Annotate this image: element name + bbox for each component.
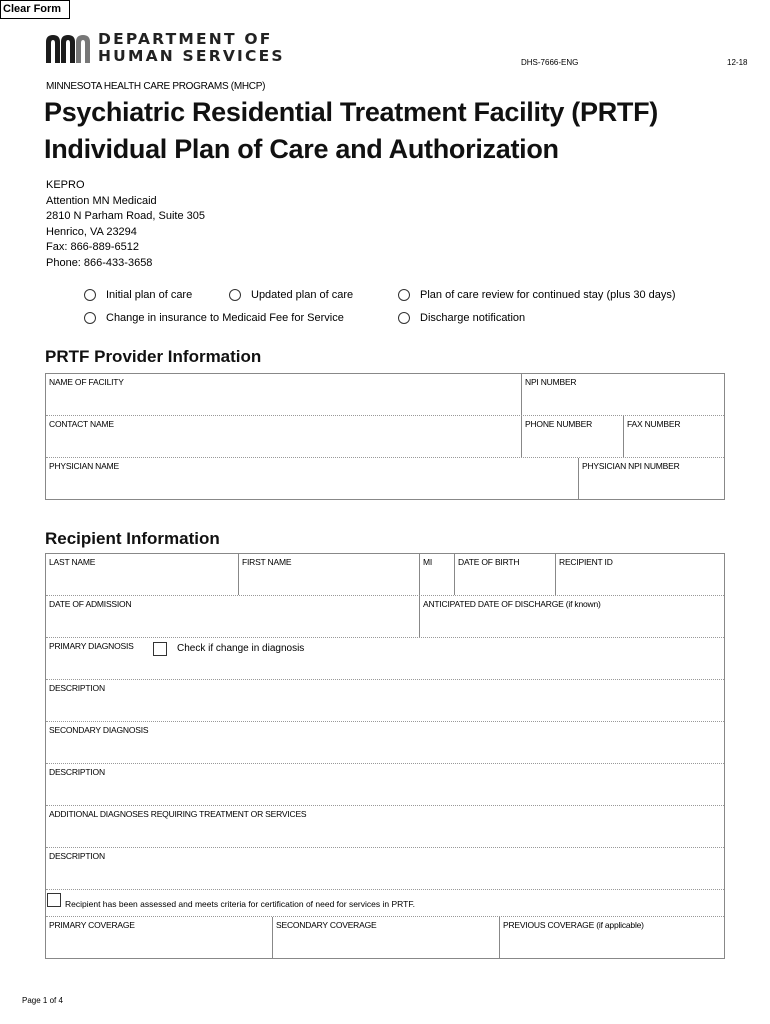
certification-checkbox[interactable] (47, 893, 61, 907)
admission-date-field[interactable]: DATE OF ADMISSION (49, 599, 132, 609)
form-number: DHS-7666-ENG (521, 58, 579, 67)
npi-number-field[interactable]: NPI NUMBER (521, 374, 724, 415)
change-diagnosis-label: Check if change in diagnosis (177, 643, 305, 654)
provider-section-heading: PRTF Provider Information (45, 347, 262, 366)
radio-circle-icon[interactable] (398, 289, 410, 301)
fax-number-field[interactable]: FAX NUMBER (623, 416, 724, 457)
previous-coverage-note: (if applicable) (596, 920, 644, 930)
department-logo-text (98, 31, 285, 65)
logo-line-2: HUMAN SERVICES (98, 47, 285, 65)
radio-insurance-change[interactable] (84, 312, 344, 324)
address-line: KEPRO (46, 179, 85, 191)
radio-label: Updated plan of care (251, 289, 354, 301)
discharge-date-label: ANTICIPATED DATE OF DISCHARGE (423, 599, 564, 609)
discharge-date-note: (if known) (565, 599, 601, 609)
radio-circle-icon[interactable] (229, 289, 241, 301)
provider-row (46, 374, 724, 415)
radio-circle-icon[interactable] (84, 312, 96, 324)
address-line: Phone: 866-433-3658 (46, 256, 153, 269)
radio-circle-icon[interactable] (398, 312, 410, 324)
radio-updated-plan[interactable] (229, 289, 353, 301)
clear-form-button[interactable]: Clear Form (0, 0, 70, 19)
primary-diagnosis-field[interactable] (46, 638, 724, 679)
physician-npi-field[interactable]: PHYSICIAN NPI NUMBER (578, 458, 724, 499)
recipient-row (46, 916, 724, 958)
radio-continued-stay[interactable] (398, 289, 676, 301)
program-name: MINNESOTA HEALTH CARE PROGRAMS (MHCP) (46, 81, 266, 92)
recipient-row (46, 679, 724, 721)
recipient-row (46, 554, 724, 595)
phone-number-field[interactable]: PHONE NUMBER (521, 416, 623, 457)
logo-line-1: DEPARTMENT OF (98, 30, 273, 48)
radio-label: Change in insurance to Medicaid Fee for Service (106, 312, 344, 324)
mn-logo-icon (44, 33, 92, 63)
provider-info-table (45, 373, 725, 500)
page-number: Page 1 of 4 (22, 996, 63, 1005)
radio-circle-icon[interactable] (84, 289, 96, 301)
certification-label: Recipient has been assessed and meets criteria for certification of need for services in PRTF. (65, 899, 415, 909)
previous-coverage-label: PREVIOUS COVERAGE (503, 920, 595, 930)
radio-label: Plan of care review for continued stay (plus 30 days) (420, 289, 676, 301)
mi-field[interactable]: MI (419, 554, 454, 595)
primary-diagnosis-label: PRIMARY DIAGNOSIS (49, 641, 134, 651)
provider-row (46, 415, 724, 457)
facility-name-field[interactable]: NAME OF FACILITY (49, 377, 124, 387)
radio-initial-plan[interactable] (84, 289, 192, 301)
secondary-coverage-field[interactable]: SECONDARY COVERAGE (272, 917, 499, 958)
page-title-line-1: Psychiatric Residential Treatment Facility (PRTF) (44, 97, 658, 127)
recipient-id-field[interactable]: RECIPIENT ID (555, 554, 724, 595)
recipient-row (46, 763, 724, 805)
form-date: 12-18 (727, 58, 748, 67)
radio-discharge[interactable] (398, 312, 525, 324)
discharge-date-field[interactable] (419, 596, 724, 637)
recipient-row (46, 805, 724, 847)
secondary-diagnosis-field[interactable]: SECONDARY DIAGNOSIS (49, 725, 149, 735)
secondary-description-field[interactable]: DESCRIPTION (49, 767, 105, 777)
last-name-field[interactable]: LAST NAME (49, 557, 96, 567)
address-line: 2810 N Parham Road, Suite 305 (46, 210, 205, 223)
primary-coverage-field[interactable]: PRIMARY COVERAGE (49, 920, 135, 930)
date-of-birth-field[interactable]: DATE OF BIRTH (454, 554, 555, 595)
additional-diagnoses-field[interactable]: ADDITIONAL DIAGNOSES REQUIRING TREATMENT OR SERVICES (49, 809, 307, 819)
contact-name-field[interactable]: CONTACT NAME (49, 419, 114, 429)
recipient-section-heading: Recipient Information (45, 529, 220, 548)
radio-label: Discharge notification (420, 312, 526, 324)
additional-description-field[interactable]: DESCRIPTION (49, 851, 105, 861)
recipient-row (46, 847, 724, 889)
mailing-address (46, 178, 205, 272)
recipient-row (46, 721, 724, 763)
change-diagnosis-checkbox[interactable] (153, 642, 167, 656)
page-title-line-2: Individual Plan of Care and Authorization (44, 134, 559, 164)
recipient-row (46, 595, 724, 637)
recipient-row (46, 637, 724, 679)
address-line: Fax: 866-889-6512 (46, 241, 139, 254)
recipient-info-table (45, 553, 725, 959)
address-line: Attention MN Medicaid (46, 194, 157, 207)
certification-row (46, 889, 724, 916)
radio-label: Initial plan of care (106, 289, 193, 301)
address-line: Henrico, VA 23294 (46, 225, 137, 238)
first-name-field[interactable]: FIRST NAME (238, 554, 419, 595)
previous-coverage-field[interactable] (499, 917, 724, 958)
primary-description-field[interactable]: DESCRIPTION (49, 683, 105, 693)
physician-name-field[interactable]: PHYSICIAN NAME (49, 461, 119, 471)
provider-row (46, 457, 724, 499)
